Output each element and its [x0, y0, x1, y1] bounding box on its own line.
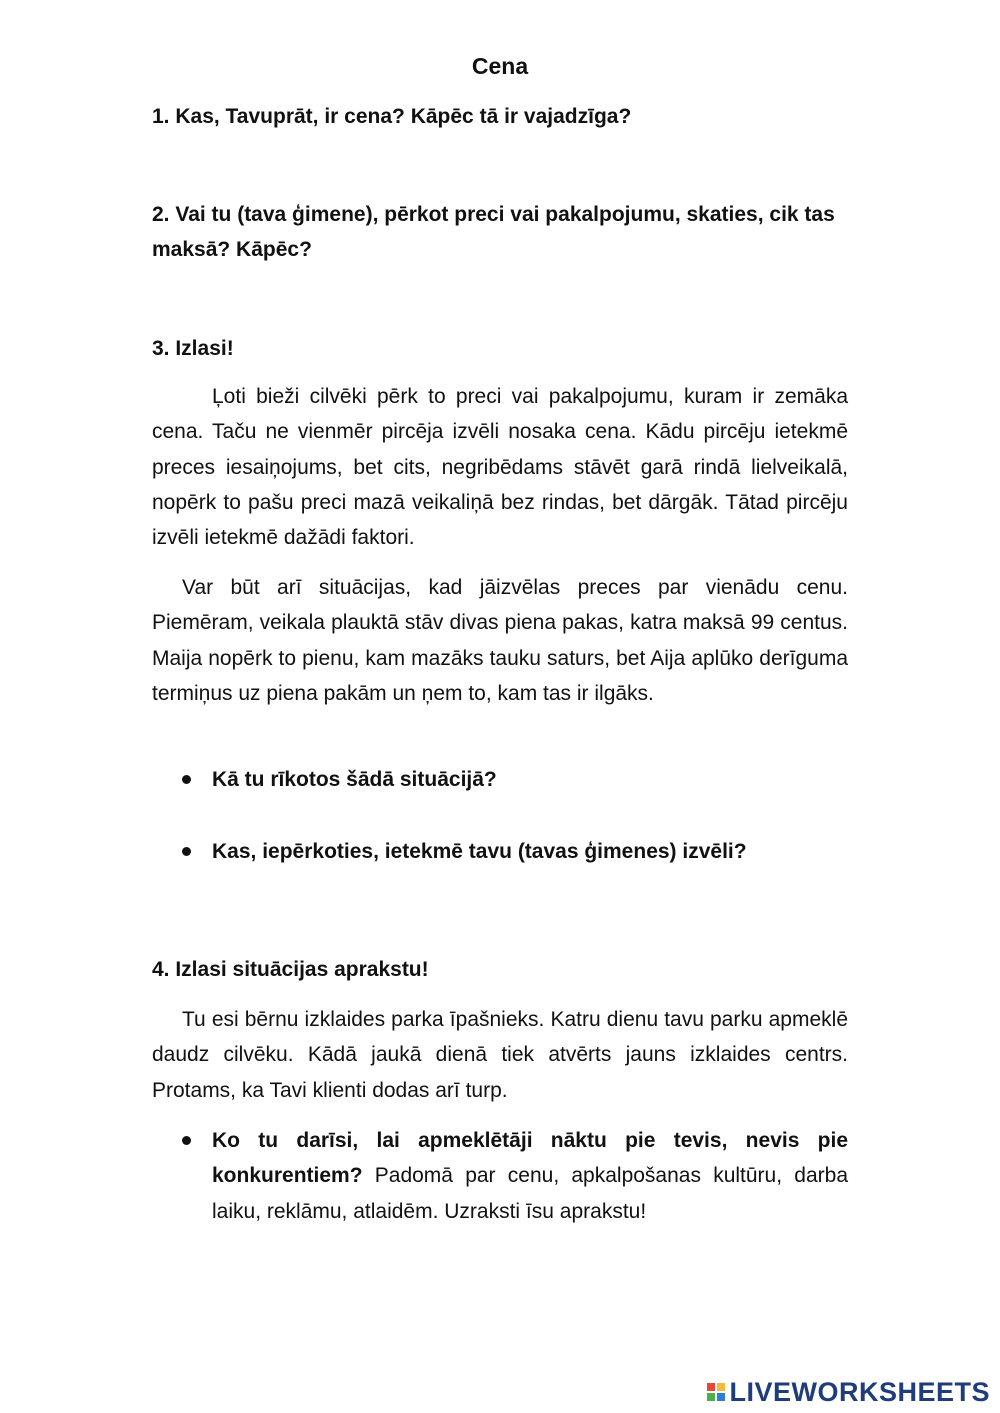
bullet-dot-icon [182, 775, 191, 784]
bullet-item-1 [152, 762, 848, 797]
bullet-text: Kas, iepērkoties, ietekmē tavu (tavas ģimenes) izvēli? [212, 840, 747, 863]
bullet-text: Kā tu rīkotos šādā situācijā? [212, 768, 497, 791]
bullet-item-3 [152, 1123, 848, 1229]
logo-square [707, 1383, 715, 1391]
question-2: 2. Vai tu (tava ģimene), pērkot preci vai pakalpojumu, skaties, cik tas maksā? Kāpēc? [152, 203, 835, 261]
page-title: Cena [471, 53, 529, 79]
paragraph-1: Ļoti bieži cilvēki pērk to preci vai pakalpojumu, kuram ir zemāka cena. Taču ne vienmēr pircēja izvēli nosaka cena. Kādu pircēju ietekmē preces iesaiņojums, bet cits, negribēdams stāvēt garā rindā lielveikalā, nopērk to pašu preci mazā veikaliņā bez rindas, bet dārgāk. Tātad pircēju izvēli ietekmē dažādi faktori. [152, 385, 848, 550]
logo-text: LIVEWORKSHEETS [729, 1376, 990, 1407]
bullet-text [212, 1123, 848, 1229]
logo-square [707, 1393, 715, 1401]
bullet-bold-text: Ko tu darīsi, lai apmeklētāji nāktu pie tevis, nevis pie konkurentiem? [212, 1129, 848, 1188]
bullet-dot-icon [182, 1136, 191, 1145]
question-4: 4. Izlasi situācijas aprakstu! [152, 958, 429, 981]
question-3: 3. Izlasi! [152, 337, 234, 360]
paragraph-2: Var būt arī situācijas, kad jāizvēlas preces par vienādu cenu. Piemēram, veikala plauktā stāv divas piena pakas, katra maksā 99 centus. Maija nopērk to pienu, kam mazāks tauku saturs, bet Aija aplūko derīguma termiņus uz piena pakām un ņem to, kam tas ir ilgāks. [152, 576, 848, 705]
liveworksheets-logo [707, 1377, 990, 1407]
bullet-item-2 [152, 834, 848, 869]
logo-square [717, 1383, 725, 1391]
bullet-rest-text: Padomā par cenu, apkalpošanas kultūru, darba laiku, reklāmu, atlaidēm. Uzraksti īsu aprakstu! [212, 1164, 848, 1223]
paragraph-3: Tu esi bērnu izklaides parka īpašnieks. Katru dienu tavu parku apmeklē daudz cilvēku. Kādā jaukā dienā tiek atvērts jauns izklaides centrs. Protams, ka Tavi klienti dodas arī turp. [152, 1008, 848, 1102]
question-1: 1. Kas, Tavuprāt, ir cena? Kāpēc tā ir vajadzīga? [152, 105, 632, 128]
logo-square [717, 1393, 725, 1401]
bullet-dot-icon [182, 847, 191, 856]
logo-mark-icon [707, 1383, 725, 1401]
